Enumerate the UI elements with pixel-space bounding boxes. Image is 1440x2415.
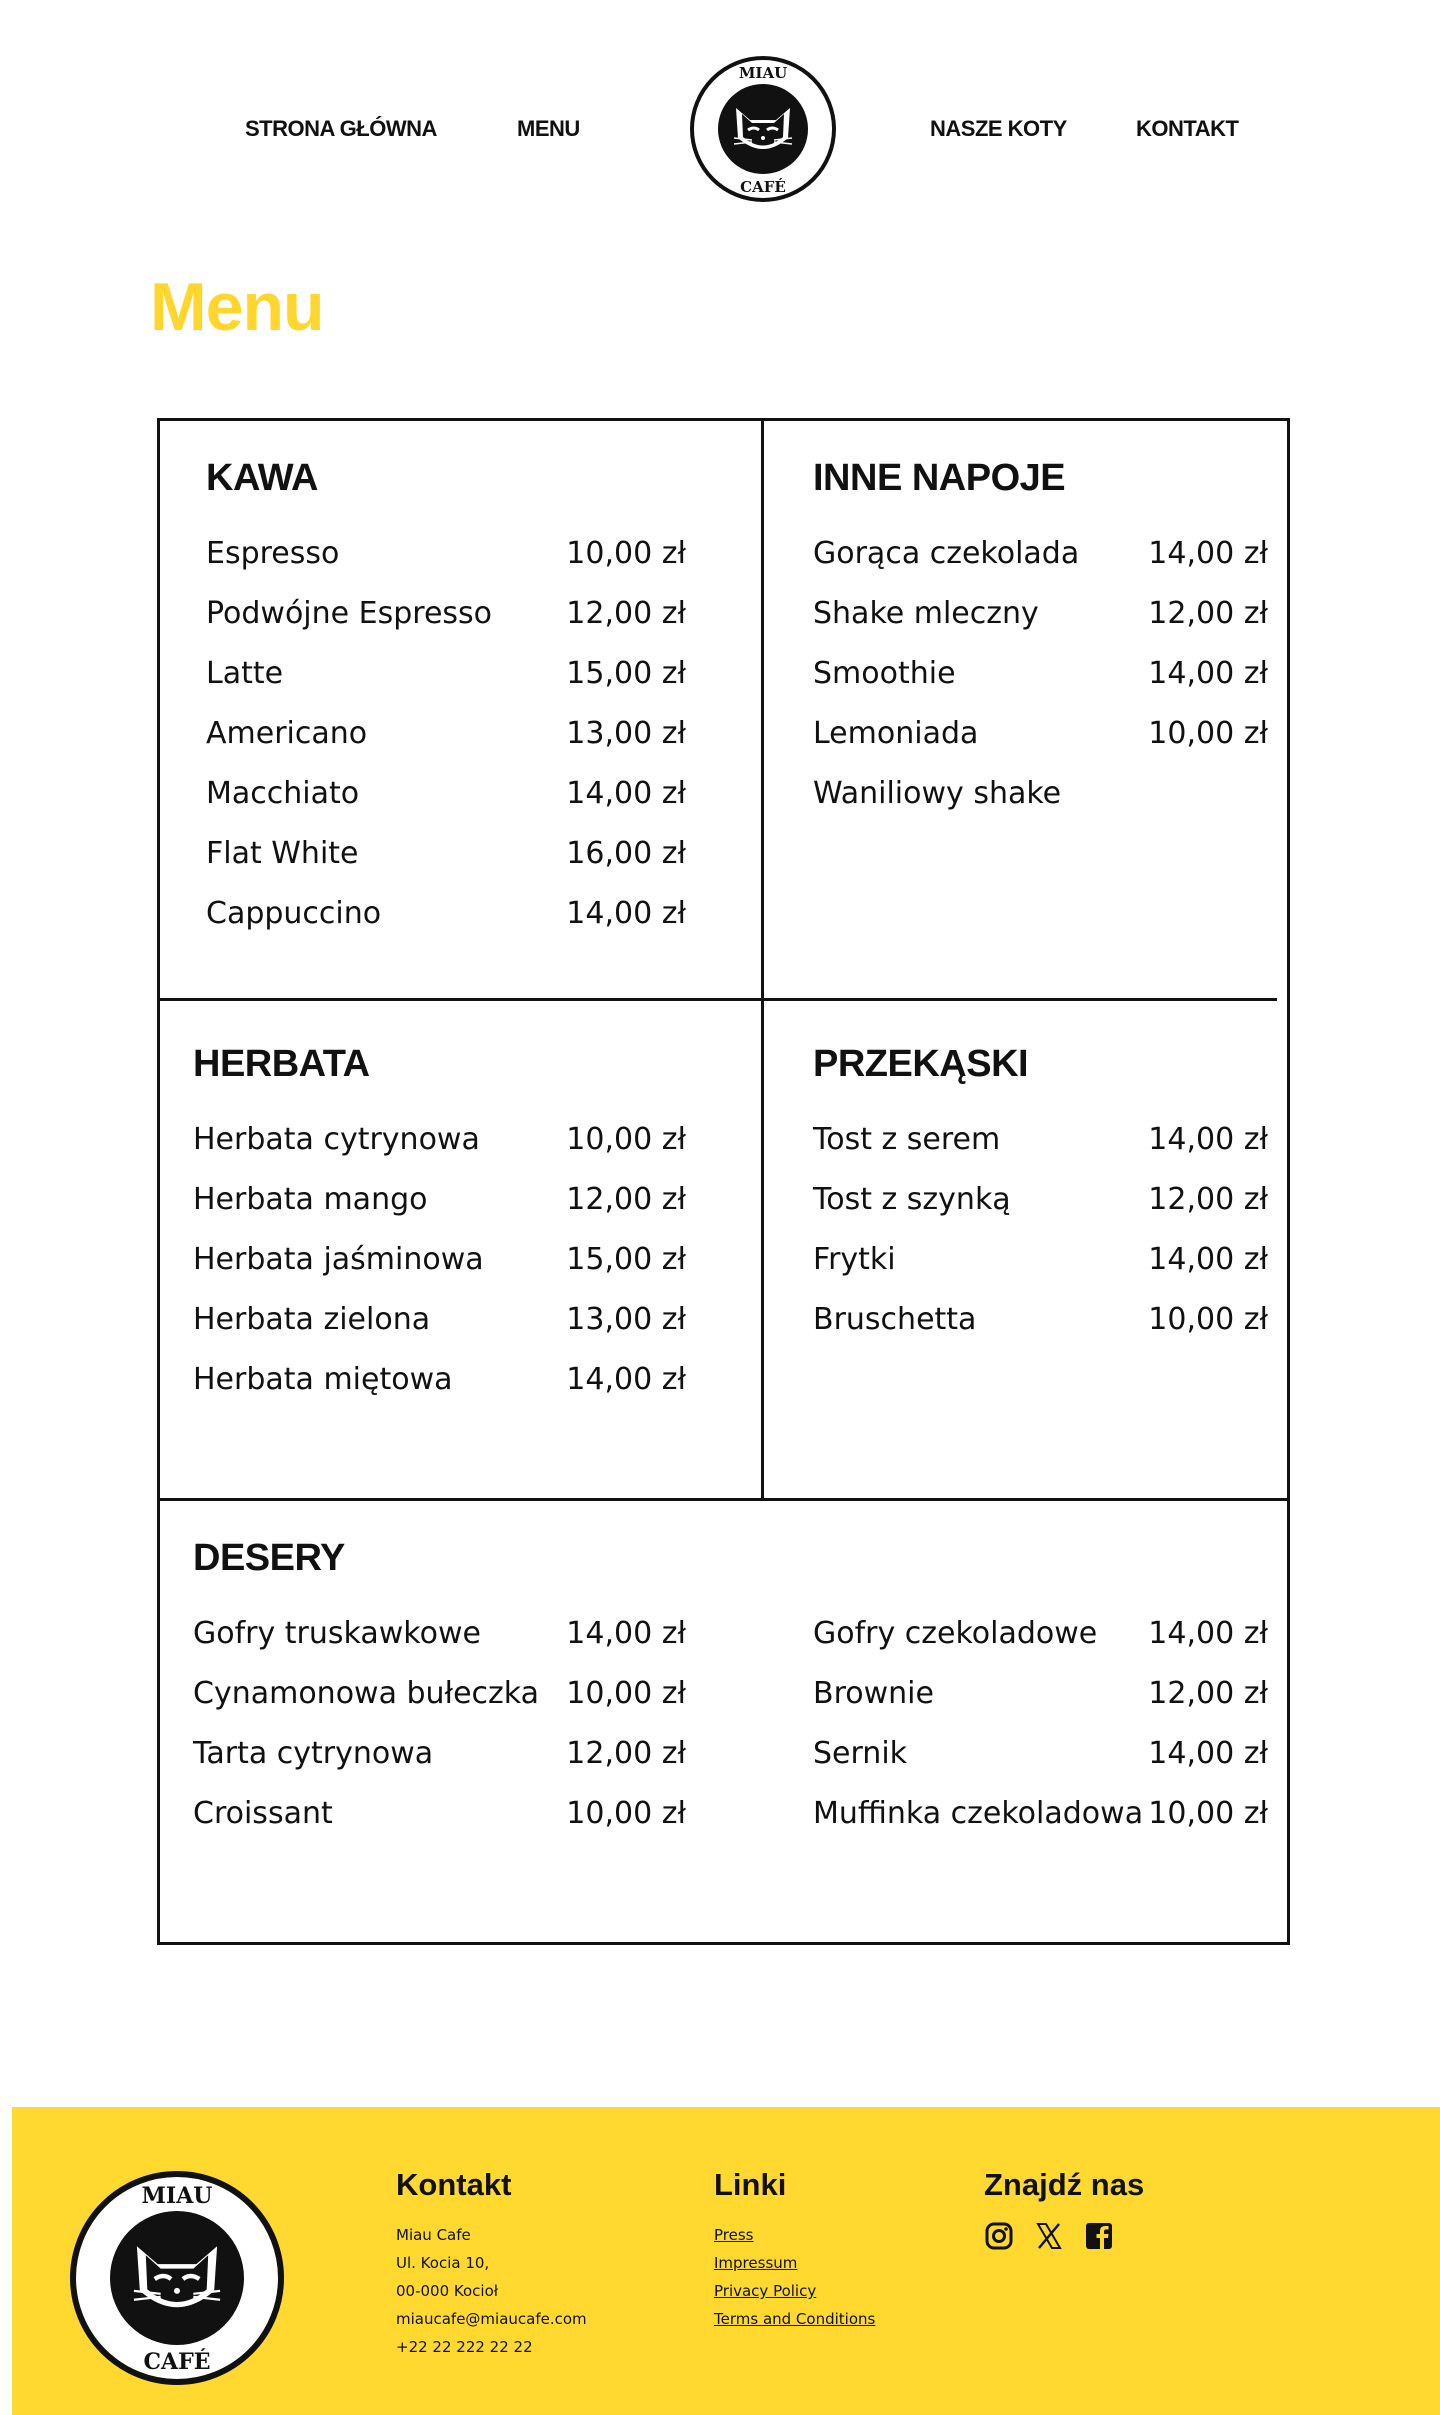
contact-street: Ul. Kocia 10, — [396, 2254, 490, 2272]
section-title: KAWA — [206, 457, 318, 499]
menu-item-price: 10,00 zł — [566, 536, 686, 571]
footer-contact — [396, 2167, 587, 2361]
menu-item-name: Gofry truskawkowe — [193, 1616, 481, 1651]
menu-item-price: 13,00 zł — [566, 1302, 686, 1337]
menu-item — [206, 716, 686, 776]
contact-email[interactable]: miaucafe@miaucafe.com — [396, 2310, 587, 2328]
contact-phone[interactable]: +22 22 222 22 22 — [396, 2338, 533, 2356]
menu-item — [193, 1242, 686, 1302]
section-title: HERBATA — [193, 1043, 370, 1085]
menu-item-price: 14,00 zł — [1148, 1736, 1268, 1771]
section-inne-napoje — [813, 457, 1268, 836]
menu-item-price: 12,00 zł — [1148, 596, 1268, 631]
menu-item — [206, 776, 686, 836]
menu-item-price: 12,00 zł — [1148, 1676, 1268, 1711]
menu-item-price: 10,00 zł — [566, 1676, 686, 1711]
menu-board — [157, 418, 1290, 1945]
menu-item-name: Bruschetta — [813, 1302, 977, 1337]
section-desery — [193, 1537, 686, 1856]
nav-menu-link[interactable]: MENU — [517, 116, 580, 141]
menu-item — [193, 1362, 686, 1422]
item-list — [813, 1122, 1268, 1362]
menu-item-price: 15,00 zł — [566, 656, 686, 691]
social-icons — [984, 2221, 1144, 2251]
menu-item-price: 12,00 zł — [566, 1182, 686, 1217]
item-list — [206, 536, 686, 956]
contact-city: 00-000 Kocioł — [396, 2282, 499, 2300]
menu-item-price: 13,00 zł — [566, 716, 686, 751]
menu-item — [206, 536, 686, 596]
menu-item — [813, 776, 1268, 836]
menu-item — [813, 596, 1268, 656]
menu-item-name: Cappuccino — [206, 896, 382, 931]
menu-item — [193, 1736, 686, 1796]
menu-item-name: Podwójne Espresso — [206, 596, 493, 631]
menu-item-price: 14,00 zł — [1148, 1122, 1268, 1157]
menu-item-price: 10,00 zł — [566, 1796, 686, 1831]
menu-item-price: 14,00 zł — [566, 1616, 686, 1651]
menu-item-price: 10,00 zł — [1148, 1796, 1268, 1831]
menu-item — [813, 536, 1268, 596]
section-kawa — [206, 457, 686, 956]
menu-item — [813, 1616, 1268, 1676]
menu-item-name: Muffinka czekoladowa — [813, 1796, 1144, 1831]
menu-item-price: 12,00 zł — [566, 596, 686, 631]
privacy-policy-link[interactable]: Privacy Policy — [714, 2282, 817, 2300]
menu-item — [813, 1736, 1268, 1796]
menu-item-price: 14,00 zł — [566, 896, 686, 931]
nav-contact-link[interactable]: KONTAKT — [1136, 116, 1239, 141]
footer-social — [984, 2167, 1144, 2251]
column-divider — [761, 421, 764, 1498]
footer-logo[interactable] — [70, 2171, 284, 2385]
menu-item — [193, 1616, 686, 1676]
nav-home-link[interactable]: STRONA GŁÓWNA — [245, 116, 437, 141]
facebook-icon[interactable] — [1084, 2221, 1114, 2251]
menu-item-name: Gofry czekoladowe — [813, 1616, 1098, 1651]
menu-item-name: Herbata cytrynowa — [193, 1122, 480, 1157]
menu-item — [193, 1182, 686, 1242]
terms-link[interactable]: Terms and Conditions — [714, 2310, 876, 2328]
menu-item-name: Herbata mango — [193, 1182, 428, 1217]
item-list — [813, 1616, 1268, 1856]
cat-icon — [125, 2231, 229, 2321]
menu-item-price: 12,00 zł — [1148, 1182, 1268, 1217]
menu-item-name: Americano — [206, 716, 368, 751]
footer-links-title: Linki — [714, 2167, 787, 2202]
menu-item — [813, 1182, 1268, 1242]
footer — [12, 2107, 1440, 2415]
instagram-icon[interactable] — [984, 2221, 1014, 2251]
footer-links — [714, 2167, 875, 2333]
contact-name: Miau Cafe — [396, 2226, 471, 2244]
menu-item — [813, 1676, 1268, 1736]
menu-item-name: Shake mleczny — [813, 596, 1039, 631]
menu-item-name: Gorąca czekolada — [813, 536, 1080, 571]
nav-cats-link[interactable]: NASZE KOTY — [930, 116, 1067, 141]
menu-item-name: Smoothie — [813, 656, 956, 691]
menu-item-name: Herbata jaśminowa — [193, 1242, 484, 1277]
menu-item-name: Croissant — [193, 1796, 333, 1831]
row-divider — [160, 998, 1277, 1001]
menu-item-name: Sernik — [813, 1736, 908, 1771]
menu-item-price: 14,00 zł — [566, 1362, 686, 1397]
menu-item-name: Lemoniada — [813, 716, 979, 751]
impressum-link[interactable]: Impressum — [714, 2254, 798, 2272]
logo-text-top: MIAU — [141, 2183, 213, 2209]
section-title: INNE NAPOJE — [813, 457, 1066, 499]
menu-item-price: 15,00 zł — [566, 1242, 686, 1277]
menu-item-price: 12,00 zł — [566, 1736, 686, 1771]
menu-item-name: Waniliowy shake — [813, 776, 1062, 811]
item-list — [813, 536, 1268, 836]
menu-item-price: 14,00 zł — [1148, 656, 1268, 691]
section-herbata — [193, 1043, 686, 1422]
menu-item-price: 14,00 zł — [1148, 1616, 1268, 1651]
menu-item-price: 14,00 zł — [1148, 536, 1268, 571]
menu-item — [813, 1242, 1268, 1302]
menu-item-name: Brownie — [813, 1676, 934, 1711]
menu-item-name: Tost z serem — [813, 1122, 1001, 1157]
menu-item-price: 14,00 zł — [566, 776, 686, 811]
section-title: DESERY — [193, 1537, 345, 1579]
menu-item-price: 14,00 zł — [1148, 1242, 1268, 1277]
menu-item-name: Latte — [206, 656, 284, 691]
menu-item — [206, 896, 686, 956]
footer-contact-title: Kontakt — [396, 2167, 512, 2202]
menu-item-price: 10,00 zł — [566, 1122, 686, 1157]
section-desery-right — [813, 1537, 1268, 1856]
menu-item-name: Herbata zielona — [193, 1302, 431, 1337]
menu-item — [813, 716, 1268, 776]
menu-item-price: 10,00 zł — [1148, 716, 1268, 751]
menu-item-name: Tost z szynką — [813, 1182, 1011, 1217]
menu-item-name: Tarta cytrynowa — [193, 1736, 434, 1771]
item-list — [193, 1616, 686, 1856]
top-navigation — [0, 0, 1440, 250]
menu-item — [193, 1676, 686, 1736]
menu-item — [206, 836, 686, 896]
menu-item-name: Macchiato — [206, 776, 360, 811]
cat-icon — [728, 98, 798, 158]
logo-text-bottom: CAFÉ — [143, 2349, 211, 2375]
menu-item — [206, 656, 686, 716]
menu-item-name: Herbata miętowa — [193, 1362, 453, 1397]
section-title: PRZEKĄSKI — [813, 1043, 1029, 1085]
logo-text-top: MIAU — [738, 64, 788, 82]
row-divider — [160, 1498, 1290, 1501]
menu-item — [193, 1302, 686, 1362]
menu-item-price: 16,00 zł — [566, 836, 686, 871]
menu-item — [206, 596, 686, 656]
menu-item-price: 10,00 zł — [1148, 1302, 1268, 1337]
menu-item — [813, 1302, 1268, 1362]
menu-item-name: Flat White — [206, 836, 359, 871]
x-icon[interactable] — [1034, 2221, 1064, 2251]
item-list — [193, 1122, 686, 1422]
press-link[interactable]: Press — [714, 2226, 754, 2244]
menu-item-name: Frytki — [813, 1242, 896, 1277]
menu-item — [813, 1796, 1268, 1856]
page-title: Menu — [150, 269, 324, 345]
menu-item-name: Cynamonowa bułeczka — [193, 1676, 540, 1711]
menu-item — [813, 1122, 1268, 1182]
menu-item — [813, 656, 1268, 716]
footer-social-title: Znajdź nas — [984, 2167, 1145, 2202]
section-przekaski — [813, 1043, 1268, 1362]
menu-item — [193, 1796, 686, 1856]
menu-item — [193, 1122, 686, 1182]
logo-text-bottom: CAFÉ — [740, 178, 786, 196]
menu-item-name: Espresso — [206, 536, 340, 571]
header-logo[interactable] — [690, 56, 836, 202]
